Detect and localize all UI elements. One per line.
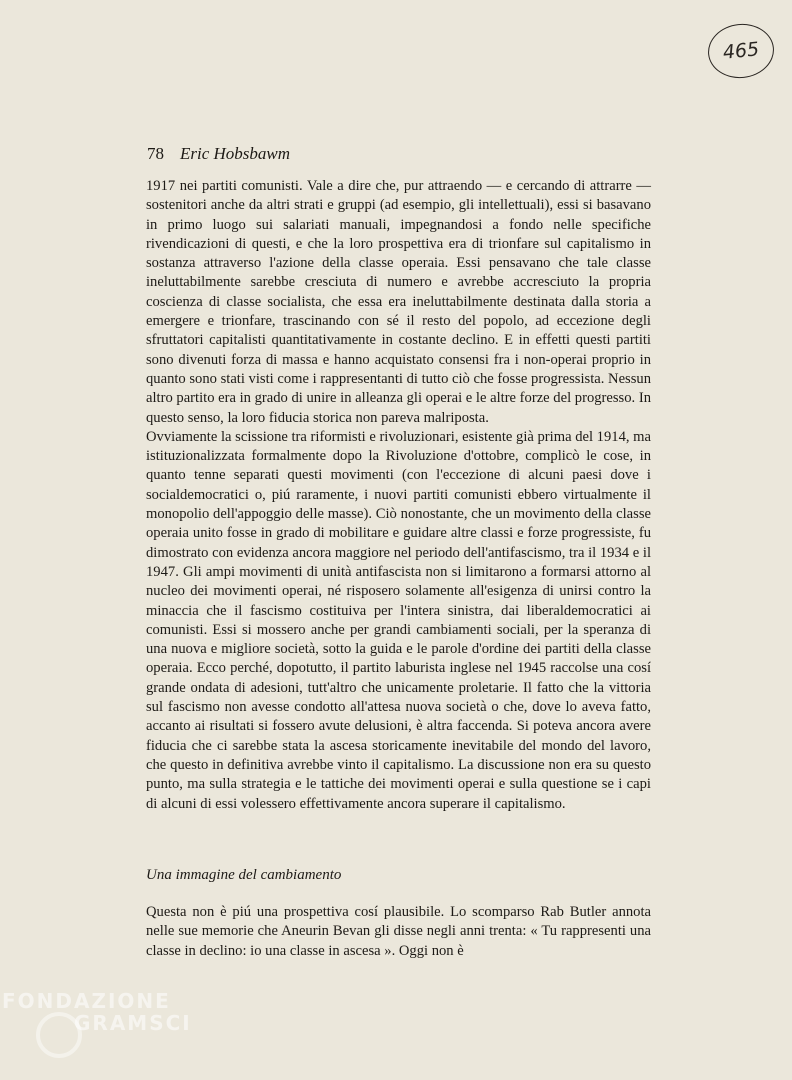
watermark-logo-icon — [36, 1012, 82, 1058]
body-text-continued — [146, 903, 651, 961]
watermark-line-2: GRAMSCI — [74, 1011, 192, 1035]
body-text — [146, 177, 651, 814]
paragraph: 1917 nei partiti comunisti. Vale a dire che, pur attraendo — e cercando di attrarre — sostenitori anche da altri strati e gruppi (ad esempio, gli intellettuali), essi si basavano in primo luogo sui salariati manuali, impegnandosi a fondo nelle specifiche rivendicazioni di questi, e che la loro prospettiva era di trionfare sul capitalismo in sostanza attraverso l'azione della classe operaia. Essi pensavano che tale classe ineluttabilmente sarebbe cresciuta di numero e avrebbe accresciuto la propria coscienza di classe socialista, che essa era ineluttabilmente destinata dalla storia a emergere e trionfare, trascinando con sé il resto del popolo, ad eccezione degli sfruttatori capitalisti quantitativamente in costante declino. E in effetti questi partiti sono divenuti forza di massa e hanno acquistato consensi fra i non-operai proprio in quanto sono stati visti come i rappresentanti di tutto ciò che fosse progressista. Nessun altro partito era in grado di unire in alleanza gli operai e le altre forze del progresso. In questo senso, la loro fiducia storica non pareva malriposta. — [146, 178, 652, 426]
author-name: Eric Hobsbawm — [180, 144, 291, 163]
paragraph: Questa non è piú una prospettiva cosí plausibile. Lo scomparso Rab Butler annota nelle sue memorie che Aneurin Bevan gli disse negli anni trenta: « Tu rappresenti una classe in declino: io una classe in ascesa ». Oggi non è — [146, 904, 651, 959]
handwritten-number-text: 465 — [721, 38, 761, 64]
running-header — [147, 144, 290, 164]
paragraph: Ovviamente la scissione tra riformisti e rivoluzionari, esistente già prima del 1914, ma istituzionalizzata formalmente dopo la Rivoluzione d'ottobre, complicò le cose, in quanto tenne separati questi movimenti (con l'eccezione di alcuni paesi dove i socialdemocratici o, piú raramente, i nuovi partiti comunisti ebbero virtualmente il monopolio dell'appoggio delle masse). Ciò nonostante, che un movimento della classe operaia unito fosse in grado di mobilitare e guidare altre classi e forze progressiste, fu dimostrato con evidenza ancora maggiore nel periodo dell'antifascismo, tra il 1934 e il 1947. Gli ampi movimenti di unità antifascista non si limitarono a formarsi attorno al nucleo dei movimenti operai, né risposero solamente all'esigenza di unirsi contro la minaccia che il fascismo costituiva per l'intera sinistra, dai liberaldemocratici ai comunisti. Essi si mossero anche per grandi cambiamenti sociali, per la speranza di una nuova e migliore società, sotto la guida e le parole d'ordine dei partiti della classe operaia. Ecco perché, dopotutto, il partito laburista inglese nel 1945 raccolse una cosí grande ondata di adesioni, tutt'altro che unicamente proletarie. Il fatto che la vittoria sul fascismo non avesse condotto all'attesa nuova società o che, dove lo aveva fatto, accanto ai risultati si fossero avute delusioni, è altra faccenda. Si poteva ancora avere fiducia che ci sarebbe stata la ascesa storicamente inevitabile del mondo del lavoro, che questo in definitiva avrebbe vinto il capitalismo. La discussione non era su questo punto, ma sulla strategia e le tattiche dei movimenti operai e sulla questione se i capi di alcuni di essi volessero effettivamente ancora superare il capitalismo. — [146, 428, 651, 812]
handwritten-page-number — [705, 21, 776, 82]
watermark — [2, 990, 192, 1034]
watermark-line-1: FONDAZIONE — [2, 989, 171, 1013]
section-heading: Una immagine del cambiamento — [146, 867, 342, 883]
page-number: 78 — [147, 144, 164, 163]
